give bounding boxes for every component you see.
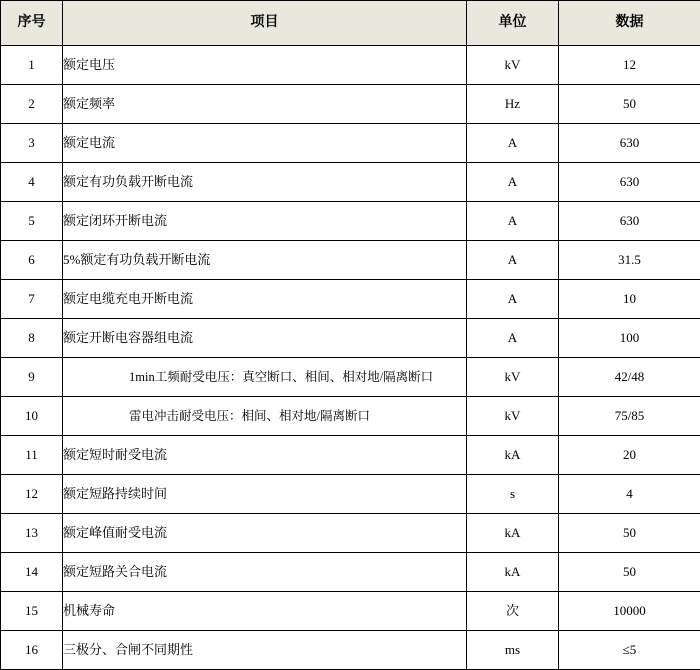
- table-row: [1, 280, 700, 319]
- cell-data: 42/48: [559, 358, 700, 397]
- cell-item: 额定短路关合电流: [63, 553, 467, 592]
- table-row: [1, 202, 700, 241]
- cell-data: 50: [559, 85, 700, 124]
- cell-item: 额定电流: [63, 124, 467, 163]
- table-row: [1, 592, 700, 631]
- table-row: [1, 358, 700, 397]
- cell-no: 14: [1, 553, 63, 592]
- cell-no: 2: [1, 85, 63, 124]
- cell-data: ≤5: [559, 631, 700, 670]
- cell-item: 三极分、合闸不同期性: [63, 631, 467, 670]
- cell-item: 额定频率: [63, 85, 467, 124]
- cell-no: 11: [1, 436, 63, 475]
- cell-unit: kA: [467, 436, 559, 475]
- cell-data: 4: [559, 475, 700, 514]
- cell-data: 12: [559, 46, 700, 85]
- cell-no: 16: [1, 631, 63, 670]
- cell-no: 9: [1, 358, 63, 397]
- cell-no: 15: [1, 592, 63, 631]
- cell-no: 7: [1, 280, 63, 319]
- cell-item: 额定短路持续时间: [63, 475, 467, 514]
- cell-unit: kV: [467, 358, 559, 397]
- cell-item: 额定电缆充电开断电流: [63, 280, 467, 319]
- table-header: [1, 1, 700, 46]
- cell-item: 额定短时耐受电流: [63, 436, 467, 475]
- table-row: [1, 163, 700, 202]
- cell-no: 1: [1, 46, 63, 85]
- cell-unit: kA: [467, 514, 559, 553]
- cell-data: 630: [559, 202, 700, 241]
- column-header-unit: 单位: [467, 1, 559, 46]
- cell-unit: kV: [467, 46, 559, 85]
- cell-unit: A: [467, 319, 559, 358]
- cell-unit: s: [467, 475, 559, 514]
- cell-no: 13: [1, 514, 63, 553]
- cell-unit: A: [467, 280, 559, 319]
- table-row: [1, 85, 700, 124]
- cell-data: 10000: [559, 592, 700, 631]
- cell-unit: A: [467, 241, 559, 280]
- column-header-no: 序号: [1, 1, 63, 46]
- cell-no: 4: [1, 163, 63, 202]
- cell-no: 12: [1, 475, 63, 514]
- cell-item: 1min工频耐受电压：真空断口、相间、相对地/隔离断口: [63, 358, 467, 397]
- table-row: [1, 241, 700, 280]
- cell-no: 5: [1, 202, 63, 241]
- cell-unit: kA: [467, 553, 559, 592]
- cell-item: 额定开断电容器组电流: [63, 319, 467, 358]
- cell-item: 额定电压: [63, 46, 467, 85]
- table-row: [1, 631, 700, 670]
- cell-item: 额定峰值耐受电流: [63, 514, 467, 553]
- table-row: [1, 46, 700, 85]
- cell-item: 雷电冲击耐受电压：相间、相对地/隔离断口: [63, 397, 467, 436]
- table-row: [1, 436, 700, 475]
- cell-no: 10: [1, 397, 63, 436]
- cell-unit: ms: [467, 631, 559, 670]
- table-row: [1, 397, 700, 436]
- cell-data: 630: [559, 124, 700, 163]
- table-body: [1, 46, 700, 670]
- cell-no: 6: [1, 241, 63, 280]
- cell-unit: A: [467, 124, 559, 163]
- table-header-row: [1, 1, 700, 46]
- cell-data: 31.5: [559, 241, 700, 280]
- cell-item: 额定闭环开断电流: [63, 202, 467, 241]
- cell-data: 50: [559, 514, 700, 553]
- table-row: [1, 124, 700, 163]
- cell-unit: A: [467, 202, 559, 241]
- cell-data: 100: [559, 319, 700, 358]
- column-header-data: 数据: [559, 1, 700, 46]
- cell-unit: Hz: [467, 85, 559, 124]
- cell-item: 额定有功负载开断电流: [63, 163, 467, 202]
- column-header-item: 项目: [63, 1, 467, 46]
- cell-unit: 次: [467, 592, 559, 631]
- cell-data: 50: [559, 553, 700, 592]
- cell-no: 3: [1, 124, 63, 163]
- cell-item: 5%额定有功负载开断电流: [63, 241, 467, 280]
- table-row: [1, 475, 700, 514]
- cell-unit: kV: [467, 397, 559, 436]
- table-row: [1, 514, 700, 553]
- table-row: [1, 553, 700, 592]
- cell-item: 机械寿命: [63, 592, 467, 631]
- cell-unit: A: [467, 163, 559, 202]
- cell-data: 10: [559, 280, 700, 319]
- cell-data: 75/85: [559, 397, 700, 436]
- cell-no: 8: [1, 319, 63, 358]
- table-row: [1, 319, 700, 358]
- cell-data: 20: [559, 436, 700, 475]
- cell-data: 630: [559, 163, 700, 202]
